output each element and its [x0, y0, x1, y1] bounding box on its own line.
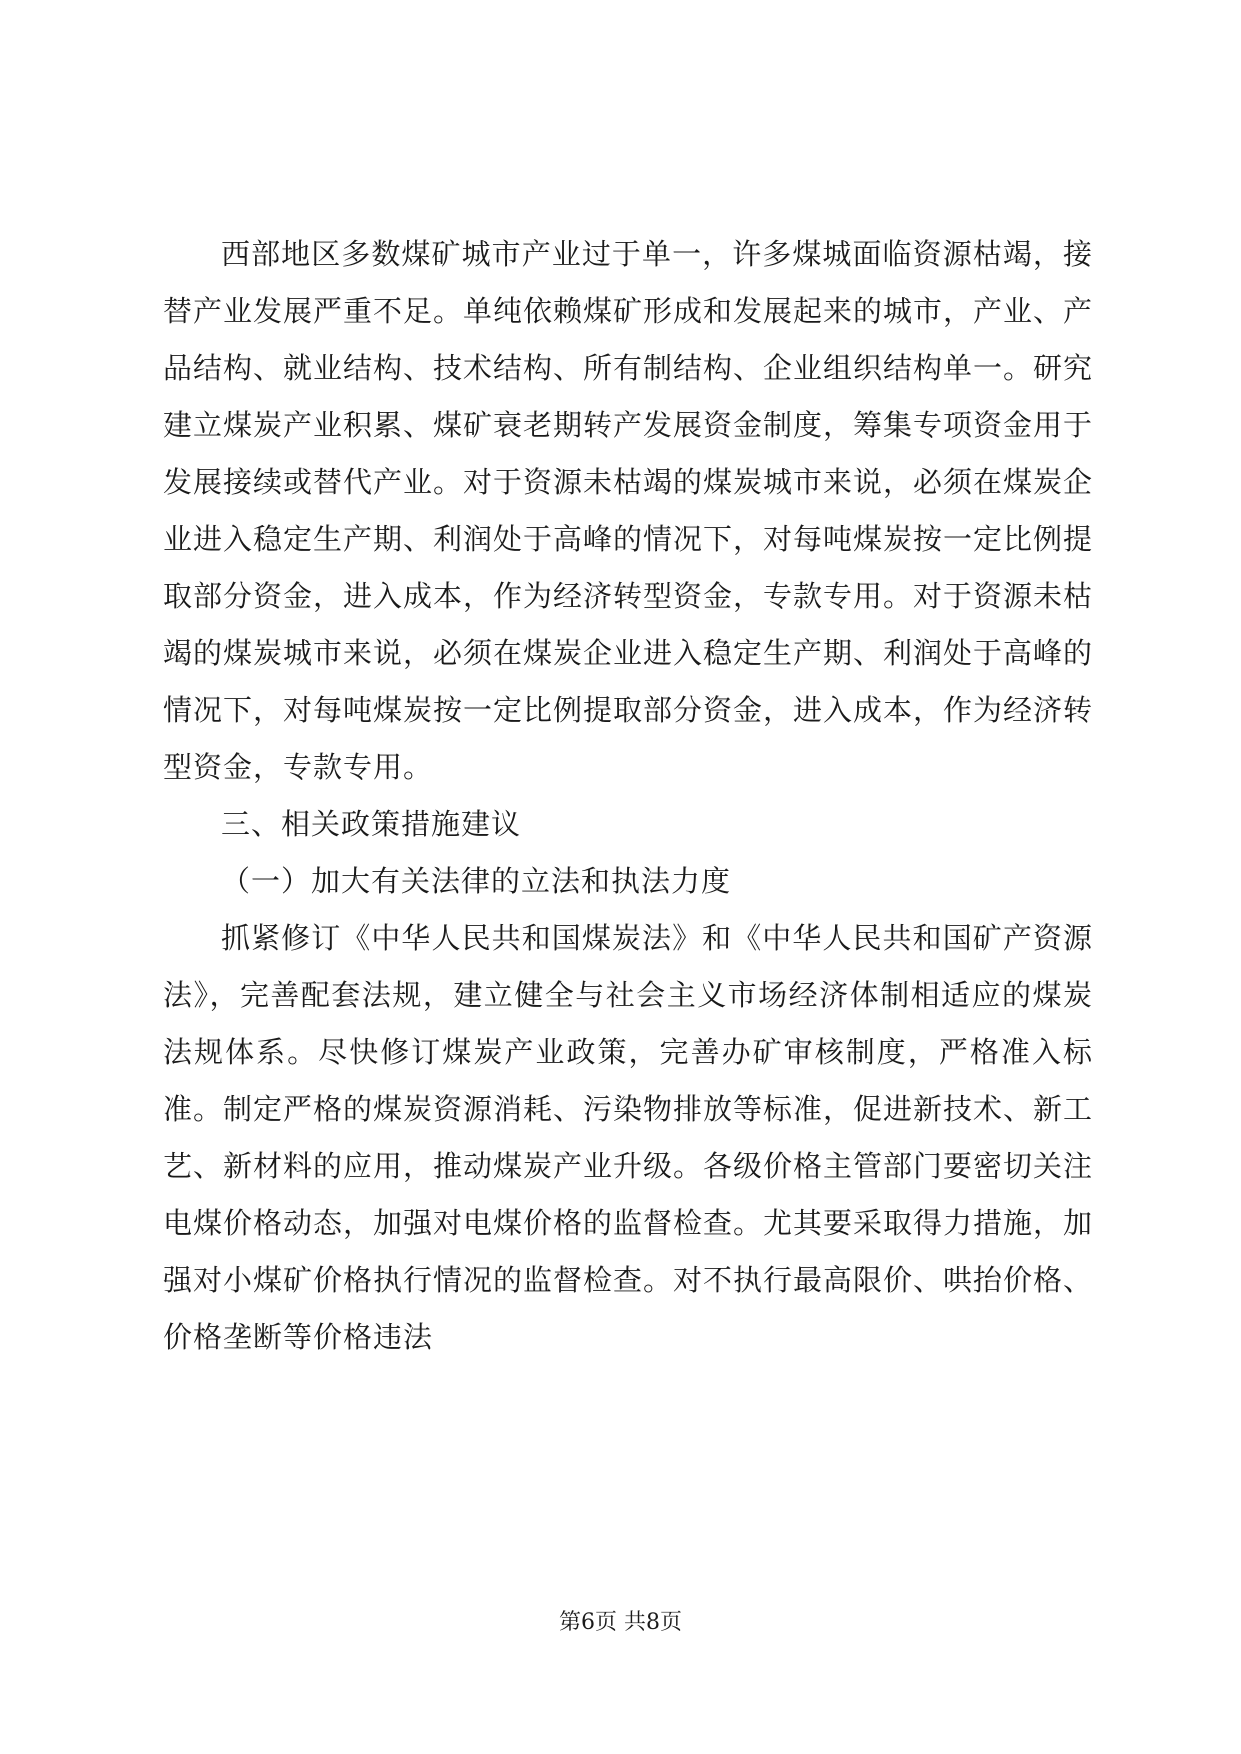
paragraph-legislation: 抓紧修订《中华人民共和国煤炭法》和《中华人民共和国矿产资源法》，完善配套法规，建立健全与社会主义市场经济体制相适应的煤炭法规体系。尽快修订煤炭产业政策，完善办矿审核制度，严格准入标准。制定严格的煤炭资源消耗、污染物排放等标准，促进新技术、新工艺、新材料的应用，推动煤炭产业升级。各级价格主管部门要密切关注电煤价格动态，加强对电煤价格的监督检查。尤其要采取得力措施，加强对小煤矿价格执行情况的监督检查。对不执行最高限价、哄抬价格、价格垄断等价格违法 — [163, 921, 1094, 1354]
section-heading-policy-suggestions: 三、相关政策措施建议 — [221, 807, 522, 841]
paragraph-resource-cities: 西部地区多数煤矿城市产业过于单一，许多煤城面临资源枯竭，接替产业发展严重不足。单纯依赖煤矿形成和发展起来的城市，产业、产品结构、就业结构、技术结构、所有制结构、企业组织结构单一。研究建立煤炭产业积累、煤矿衰老期转产发展资金制度，筹集专项资金用于发展接续或替代产业。对于资源未枯竭的煤炭城市来说，必须在煤炭企业进入稳定生产期、利润处于高峰的情况下，对每吨煤炭按一定比例提取部分资金，进入成本，作为经济转型资金，专款专用。对于资源未枯竭的煤炭城市来说，必须在煤炭企业进入稳定生产期、利润处于高峰的情况下，对每吨煤炭按一定比例提取部分资金，进入成本，作为经济转型资金，专款专用。 — [163, 237, 1094, 784]
document-body — [163, 226, 1093, 1366]
page-number-footer: 第6页 共8页 — [559, 1610, 682, 1635]
subsection-heading-legislation: （一）加大有关法律的立法和执法力度 — [221, 864, 732, 898]
